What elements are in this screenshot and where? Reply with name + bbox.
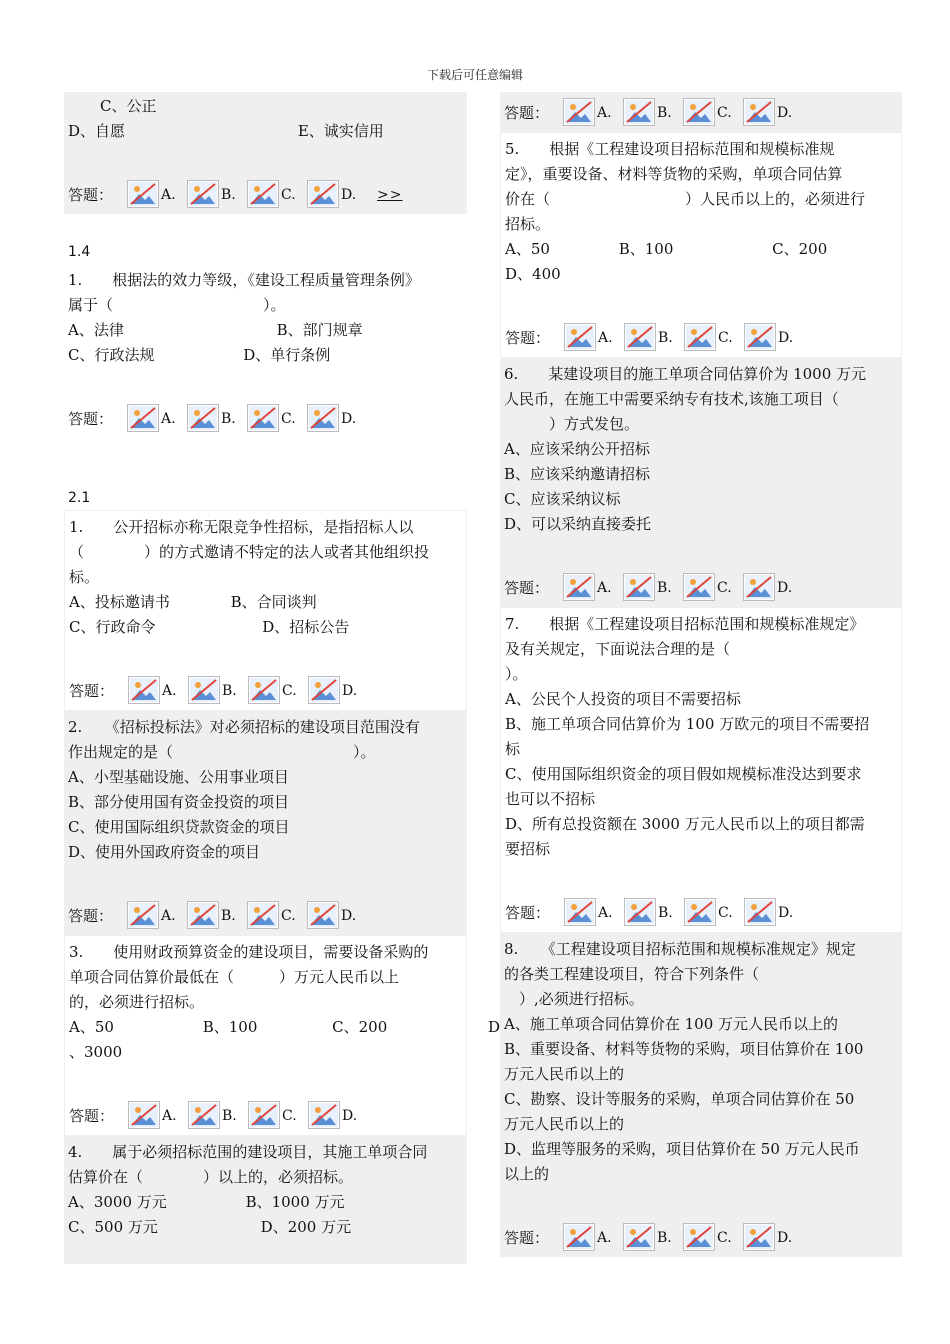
broken-image-icon[interactable]	[683, 1223, 715, 1251]
answer-option-d[interactable]	[307, 901, 357, 929]
answer-option-letter: C.	[281, 908, 296, 924]
option-a: A、小型基础设施、公用事业项目	[68, 768, 289, 786]
option-d: D、200 万元	[260, 1218, 352, 1236]
option-row	[68, 1190, 463, 1215]
question-text: 1. 根据法的效力等级，《建设工程质量管理条例》	[68, 271, 420, 289]
more-link[interactable]: >>	[377, 187, 403, 203]
answer-option-letter: D.	[777, 1230, 793, 1246]
broken-image-icon[interactable]	[188, 1101, 220, 1129]
option-c: C、公正	[100, 97, 157, 115]
answer-option-letter: C.	[282, 1108, 297, 1124]
broken-image-icon[interactable]	[624, 323, 656, 351]
option-d-cont: 、3000	[69, 1043, 123, 1061]
option-c: C、应该采纳议标	[504, 490, 621, 508]
question-text: 的，必须进行招标。	[69, 993, 205, 1011]
option-a: A、50	[69, 1018, 114, 1036]
answer-option-letter: A.	[162, 1108, 177, 1124]
answer-option-c[interactable]	[683, 573, 733, 601]
broken-image-icon[interactable]	[623, 573, 655, 601]
answer-option-c[interactable]	[684, 898, 734, 926]
question-7	[500, 607, 902, 933]
question-text: 4. 属于必须招标范围的建设项目，其施工单项合同	[68, 1143, 428, 1161]
answer-row	[69, 1095, 462, 1129]
answer-option-letter: C.	[717, 105, 732, 121]
question-text: 的各类工程建设项目，符合下列条件（	[504, 965, 760, 983]
left-column	[64, 92, 501, 1264]
answer-option-letter: B.	[658, 330, 673, 346]
answer-label: 答题：	[504, 104, 550, 122]
answer-label: 答题：	[504, 579, 550, 597]
answer-option-letter: D.	[778, 905, 794, 921]
option-d: D、招标公告	[262, 618, 350, 636]
broken-image-icon[interactable]	[744, 898, 776, 926]
answer-option-letter: B.	[657, 580, 672, 596]
option-b: B、部门规章	[276, 321, 363, 339]
answer-option-c[interactable]	[248, 1101, 298, 1129]
answer-option-b[interactable]	[624, 323, 674, 351]
question-text: 招标。	[505, 215, 551, 233]
answer-option-letter: D.	[341, 908, 357, 924]
answer-label: 答题：	[68, 186, 114, 204]
broken-image-icon[interactable]	[307, 180, 339, 208]
answer-label: 答题：	[505, 329, 551, 347]
answer-option-letter: C.	[717, 580, 732, 596]
option-b: B、1000 万元	[245, 1193, 345, 1211]
question-text: 定》，重要设备、材料等货物的采购，单项合同估算	[505, 165, 843, 183]
answer-label: 答题：	[69, 682, 115, 700]
answer-row	[68, 398, 463, 432]
broken-image-icon[interactable]	[187, 901, 219, 929]
option-b: B、重要设备、材料等货物的采购，项目估算价在 100	[504, 1040, 864, 1058]
answer-label: 答题：	[68, 410, 114, 428]
question-block-top	[64, 92, 467, 214]
question-text: 5. 根据《工程建设项目招标范围和规模标准规	[505, 140, 835, 158]
answer-option-b[interactable]	[623, 98, 673, 126]
answer-option-letter: B.	[222, 1108, 237, 1124]
option-c-cont: 万元人民币以上的	[504, 1115, 625, 1133]
option-row	[68, 343, 463, 368]
option-b: B、100	[618, 240, 674, 258]
option-b: B、部分使用国有资金投资的项目	[68, 793, 290, 811]
question-text: 估算价在（ ）以上的，必须招标。	[68, 1168, 354, 1186]
broken-image-icon[interactable]	[127, 404, 159, 432]
option-row-de	[68, 119, 463, 144]
answer-option-b[interactable]	[187, 404, 237, 432]
option-row	[69, 590, 462, 615]
broken-image-icon[interactable]	[247, 180, 279, 208]
question-8	[500, 933, 902, 1257]
broken-image-icon[interactable]	[187, 180, 219, 208]
question-2-1-1	[64, 510, 467, 711]
broken-image-icon[interactable]	[187, 404, 219, 432]
answer-option-c[interactable]	[683, 98, 733, 126]
answer-option-d[interactable]	[744, 898, 794, 926]
answer-row	[505, 892, 897, 926]
question-1-4-1	[64, 264, 467, 438]
question-text: 人民币，在施工中需要采纳专有技术,该施工项目（	[504, 390, 839, 408]
option-c: C、500 万元	[68, 1218, 158, 1236]
answer-option-letter: A.	[161, 908, 176, 924]
answer-option-b[interactable]	[623, 1223, 673, 1251]
answer-option-letter: B.	[657, 105, 672, 121]
answer-option-a[interactable]	[127, 901, 177, 929]
broken-image-icon[interactable]	[308, 676, 340, 704]
question-2-1-4	[64, 1136, 467, 1264]
option-row	[68, 1215, 463, 1240]
option-c: C、使用国际组织资金的项目假如规模标准没达到要求	[505, 765, 862, 783]
broken-image-icon[interactable]	[683, 98, 715, 126]
answer-option-d[interactable]	[308, 676, 358, 704]
option-a: A、投标邀请书	[69, 593, 170, 611]
question-text: ）方式发包。	[504, 415, 640, 433]
option-c: C、使用国际组织贷款资金的项目	[68, 818, 290, 836]
answer-option-letter: D.	[777, 580, 793, 596]
answer-label: 答题：	[69, 1107, 115, 1125]
option-d: D、单行条例	[243, 346, 331, 364]
question-text: （ ）的方式邀请不特定的法人或者其他组织投	[69, 543, 430, 561]
question-5	[500, 132, 902, 358]
option-d-cont: 要招标	[505, 840, 551, 858]
answer-option-letter: B.	[221, 908, 236, 924]
answer-option-b[interactable]	[187, 901, 237, 929]
option-e: E、诚实信用	[297, 122, 384, 140]
answer-option-letter: D.	[342, 1108, 358, 1124]
answer-option-letter: D.	[341, 411, 357, 427]
answer-option-letter: C.	[717, 1230, 732, 1246]
answer-option-c[interactable]	[683, 1223, 733, 1251]
answer-option-letter: A.	[598, 905, 613, 921]
answer-option-c[interactable]	[247, 404, 297, 432]
answer-option-a[interactable]	[564, 898, 614, 926]
option-a: A、施工单项合同估算价在 100 万元人民币以上的	[504, 1015, 839, 1033]
option-c: C、行政命令	[69, 618, 156, 636]
answer-option-letter: A.	[597, 105, 612, 121]
answer-option-letter: B.	[658, 905, 673, 921]
answer-option-a[interactable]	[564, 323, 614, 351]
answer-row	[68, 895, 463, 929]
option-a: A、3000 万元	[68, 1193, 167, 1211]
option-c-cont: 也可以不招标	[505, 790, 596, 808]
option-a: A、法律	[68, 321, 124, 339]
answer-option-d[interactable]	[743, 1223, 793, 1251]
broken-image-icon[interactable]	[307, 404, 339, 432]
answer-option-b[interactable]	[188, 676, 238, 704]
broken-image-icon[interactable]	[128, 676, 160, 704]
broken-image-icon[interactable]	[248, 1101, 280, 1129]
option-b-cont: 万元人民币以上的	[504, 1065, 625, 1083]
answer-row	[504, 1217, 898, 1251]
answer-option-letter: B.	[222, 683, 237, 699]
broken-image-icon[interactable]	[563, 1223, 595, 1251]
question-text: ）。	[505, 665, 528, 683]
option-row	[505, 237, 897, 262]
answer-label: 答题：	[68, 907, 114, 925]
answer-option-letter: A.	[161, 411, 176, 427]
option-d: D、所有总投资额在 3000 万元人民币以上的项目都需	[505, 815, 865, 833]
question-2-1-2	[64, 711, 467, 935]
option-c: C、勘察、设计等服务的采购，单项合同估算价在 50	[504, 1090, 855, 1108]
answer-row	[68, 174, 463, 208]
broken-image-icon[interactable]	[744, 323, 776, 351]
answer-option-letter: B.	[221, 187, 236, 203]
answer-option-letter: D.	[777, 105, 793, 121]
option-d: D、400	[505, 265, 561, 283]
option-a: A、公民个人投资的项目不需要招标	[505, 690, 741, 708]
answer-label: 答题：	[504, 1229, 550, 1247]
option-b: B、施工单项合同估算价为 100 万欧元的项目不需要招	[505, 715, 870, 733]
broken-image-icon[interactable]	[743, 98, 775, 126]
answer-option-b[interactable]	[187, 180, 237, 208]
option-c: C、200	[772, 240, 828, 258]
answer-row	[504, 567, 898, 601]
answer-option-a[interactable]	[127, 180, 177, 208]
broken-image-icon[interactable]	[247, 404, 279, 432]
question-text: 属于（ ）。	[68, 296, 286, 314]
answer-option-letter: A.	[597, 580, 612, 596]
option-d: D	[488, 1018, 501, 1036]
broken-image-icon[interactable]	[623, 1223, 655, 1251]
option-row	[68, 318, 463, 343]
broken-image-icon[interactable]	[743, 573, 775, 601]
broken-image-icon[interactable]	[743, 1223, 775, 1251]
broken-image-icon[interactable]	[683, 573, 715, 601]
answer-option-a[interactable]	[563, 98, 613, 126]
answer-option-a[interactable]	[563, 1223, 613, 1251]
option-a: A、应该采纳公开招标	[504, 440, 650, 458]
option-d: D、自愿	[68, 122, 126, 140]
option-row	[69, 1015, 501, 1040]
broken-image-icon[interactable]	[564, 323, 596, 351]
answer-option-a[interactable]	[128, 1101, 178, 1129]
answer-option-letter: A.	[597, 1230, 612, 1246]
answer-option-a[interactable]	[127, 404, 177, 432]
answer-row	[505, 317, 897, 351]
broken-image-icon[interactable]	[128, 1101, 160, 1129]
option-b-cont: 标	[505, 740, 521, 758]
answer-option-d[interactable]	[744, 323, 794, 351]
broken-image-icon[interactable]	[684, 323, 716, 351]
question-6	[500, 358, 902, 607]
question-text: 标。	[69, 568, 100, 586]
broken-image-icon[interactable]	[248, 676, 280, 704]
broken-image-icon[interactable]	[624, 898, 656, 926]
answer-option-d[interactable]	[308, 1101, 358, 1129]
answer-option-d[interactable]	[307, 180, 357, 208]
answer-row	[69, 670, 462, 704]
answer-option-a[interactable]	[128, 676, 178, 704]
question-text: 2. 《招标投标法》对必须招标的建设项目范围没有	[68, 718, 420, 736]
question-text: 价在（ ）人民币以上的，必须进行	[505, 190, 866, 208]
answer-option-letter: C.	[282, 683, 297, 699]
answer-option-b[interactable]	[624, 898, 674, 926]
option-d-cont: 以上的	[504, 1165, 550, 1183]
option-b: B、100	[202, 1018, 258, 1036]
broken-image-icon[interactable]	[127, 180, 159, 208]
broken-image-icon[interactable]	[307, 901, 339, 929]
answer-label: 答题：	[505, 904, 551, 922]
option-c: C、行政法规	[68, 346, 155, 364]
answer-option-letter: C.	[718, 330, 733, 346]
question-2-1-3	[64, 935, 501, 1136]
page-header: 下载后可任意编辑	[426, 68, 523, 82]
question-text: 作出规定的是（ ）。	[68, 743, 376, 761]
answer-option-c[interactable]	[248, 676, 298, 704]
answer-option-letter: C.	[281, 411, 296, 427]
answer-option-letter: B.	[657, 1230, 672, 1246]
answer-option-a[interactable]	[563, 573, 613, 601]
answer-option-c[interactable]	[684, 323, 734, 351]
answer-option-letter: B.	[221, 411, 236, 427]
answer-option-d[interactable]	[743, 98, 793, 126]
option-d: D、可以采纳直接委托	[504, 515, 652, 533]
broken-image-icon[interactable]	[127, 901, 159, 929]
broken-image-icon[interactable]	[623, 98, 655, 126]
answer-option-letter: A.	[598, 330, 613, 346]
option-c: C、200	[332, 1018, 388, 1036]
answer-option-letter: C.	[718, 905, 733, 921]
broken-image-icon[interactable]	[564, 898, 596, 926]
broken-image-icon[interactable]	[563, 573, 595, 601]
answer-option-letter: A.	[161, 187, 176, 203]
option-d: D、使用外国政府资金的项目	[68, 843, 261, 861]
broken-image-icon[interactable]	[188, 676, 220, 704]
answer-option-letter: D.	[342, 683, 358, 699]
question-text: 7. 根据《工程建设项目招标范围和规模标准规定》	[505, 615, 865, 633]
answer-option-letter: C.	[281, 187, 296, 203]
right-column	[500, 92, 902, 1257]
answer-option-letter: D.	[341, 187, 357, 203]
answer-option-c[interactable]	[247, 180, 297, 208]
question-text: 及有关规定，下面说法合理的是（	[505, 640, 731, 658]
option-b: B、应该采纳邀请招标	[504, 465, 651, 483]
question-text: 单项合同估算价最低在（ ）万元人民币以上	[69, 968, 400, 986]
broken-image-icon[interactable]	[247, 901, 279, 929]
answer-option-b[interactable]	[623, 573, 673, 601]
question-text: ）,必须进行招标。	[504, 990, 644, 1008]
section-title: 2.1	[68, 490, 91, 506]
question-text: 8. 《工程建设项目招标范围和规模标准规定》规定	[504, 940, 856, 958]
answer-option-c[interactable]	[247, 901, 297, 929]
answer-block-top	[500, 92, 902, 132]
option-a: A、50	[505, 240, 550, 258]
answer-row	[504, 92, 898, 126]
answer-option-letter: A.	[162, 683, 177, 699]
answer-option-letter: D.	[778, 330, 794, 346]
option-d: D、监理等服务的采购，项目估算价在 50 万元人民币	[504, 1140, 860, 1158]
answer-option-d[interactable]	[743, 573, 793, 601]
question-text: 6. 某建设项目的施工单项合同估算价为 1000 万元	[504, 365, 867, 383]
broken-image-icon[interactable]	[563, 98, 595, 126]
question-text: 1. 公开招标亦称无限竞争性招标，是指招标人以	[69, 518, 414, 536]
broken-image-icon[interactable]	[308, 1101, 340, 1129]
option-row	[69, 615, 462, 640]
broken-image-icon[interactable]	[684, 898, 716, 926]
section-title: 1.4	[68, 244, 91, 260]
answer-option-d[interactable]	[307, 404, 357, 432]
question-text: 3. 使用财政预算资金的建设项目，需要设备采购的	[69, 943, 429, 961]
answer-option-b[interactable]	[188, 1101, 238, 1129]
option-b: B、合同谈判	[230, 593, 317, 611]
